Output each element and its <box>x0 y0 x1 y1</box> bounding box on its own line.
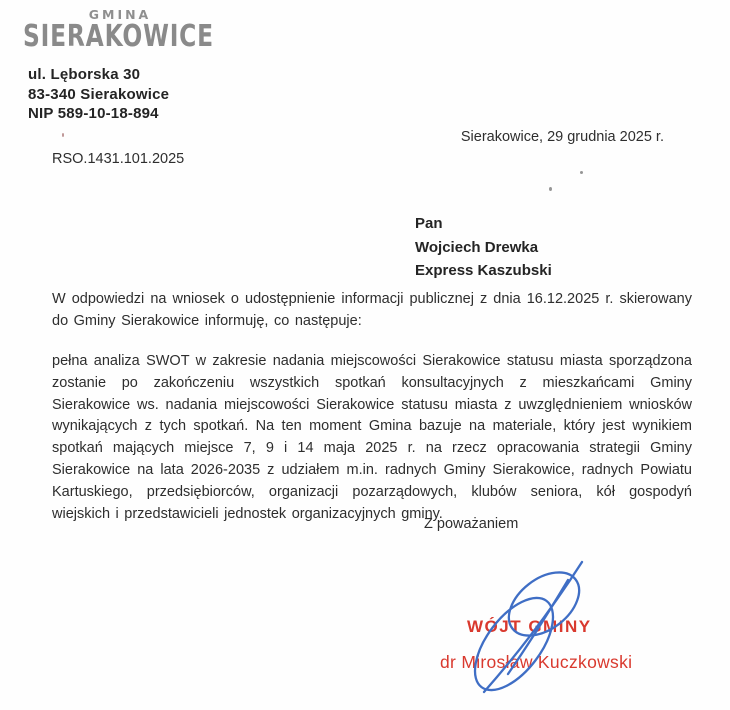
logo-gmina-text: GMINA <box>88 7 152 22</box>
scan-speck <box>549 187 552 191</box>
stamp-signer-name: dr Mirosław Kuczkowski <box>440 652 633 672</box>
addressee-salutation: Pan <box>415 215 443 232</box>
body-paragraph-intro: W odpowiedzi na wniosek o udostępnienie informacji publicznej z dnia 16.12.2025 r. skierowany do Gminy Sierakowice informuję, co następuje: <box>52 291 692 329</box>
scan-speck <box>580 171 583 174</box>
address-street: ul. Lęborska 30 <box>28 66 141 83</box>
body-paragraph-main: pełna analiza SWOT w zakresie nadania miejscowości Sierakowice statusu miasta sporządzona zostanie po zakończeniu wszystkich spotkań konsultacyjnych z mieszkańcami Gminy Sierakowice ws. nadania miejscowości Sierakowice statusu miasta z uwzględnieniem wniosków wynikających z tych spotkań. Na ten moment Gmina bazuje na materiale, który jest wynikiem spotkań mających miejsce 7, 9 i 14 maja 2025 r. na rzecz opracowania strategii Gminy Sierakowice na lata 2026-2035 z udziałem m.in. radnych Gminy Sierakowice, radnych Powiatu Kartuskiego, przedsiębiorców, organizacji pozarządowych, klubów seniora, kół gospodyń wiejskich i przedstawicieli jednostek organizacyjnych gminy. <box>52 353 692 522</box>
closing-phrase: Z poważaniem <box>424 516 519 532</box>
letterhead-address <box>28 65 169 124</box>
logo-sierakowice-text: SIERAKOWICE <box>23 19 214 54</box>
addressee-organization: Express Kaszubski <box>415 262 552 279</box>
stamp-title: WÓJT GMINY <box>467 617 592 636</box>
addressee-name: Wojciech Drewka <box>415 238 539 256</box>
addressee-block <box>415 212 552 283</box>
address-nip: NIP 589-10-18-894 <box>28 105 159 122</box>
address-city: 83-340 Sierakowice <box>28 85 170 103</box>
scan-speck <box>62 133 64 137</box>
reference-number: RSO.1431.101.2025 <box>52 151 185 167</box>
dateline: Sierakowice, 29 grudnia 2025 r. <box>460 129 664 145</box>
